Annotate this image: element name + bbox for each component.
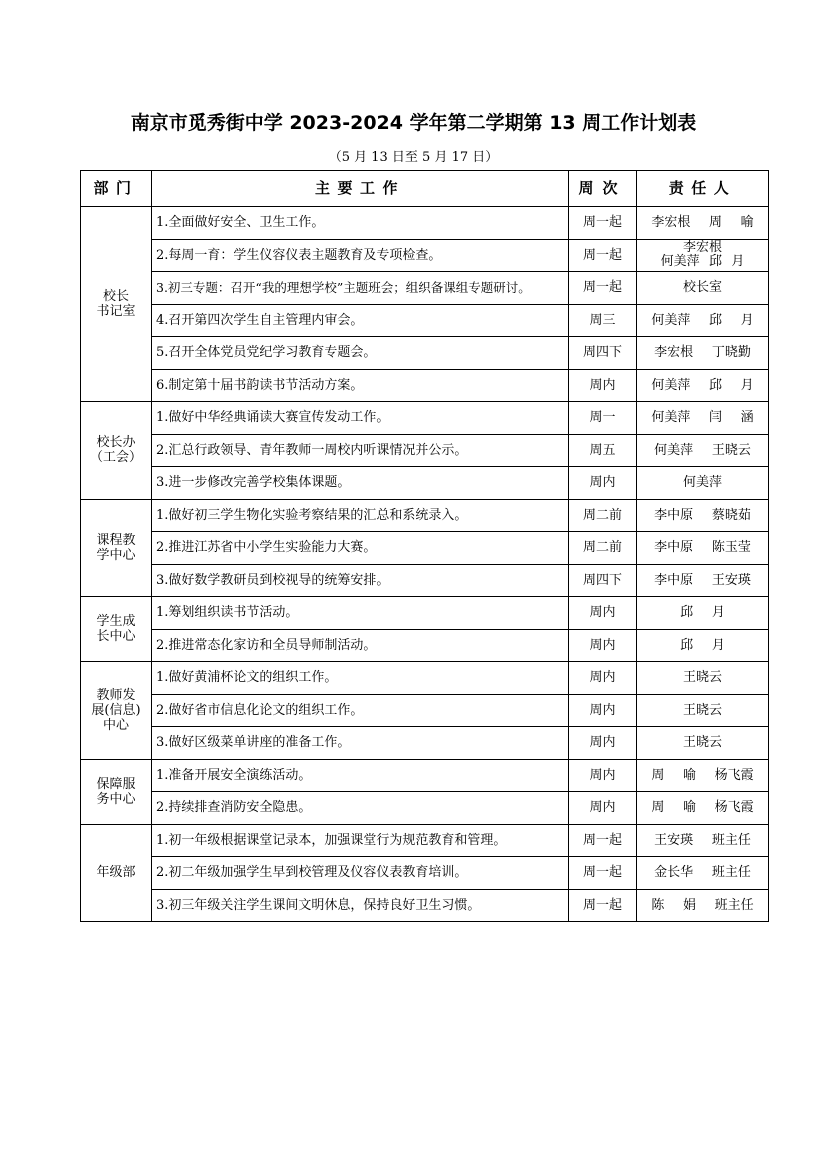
responsible-cell: 何美萍 邱 月 — [637, 304, 769, 337]
week-cell: 周四下 — [569, 337, 637, 370]
week-cell: 周一起 — [569, 889, 637, 922]
week-cell: 周五 — [569, 434, 637, 467]
responsible-cell: 李中原 陈玉莹 — [637, 532, 769, 565]
table-row — [81, 239, 769, 272]
responsible-cell: 李宏根 周 喻 — [637, 207, 769, 240]
task-cell: 3.做好区级菜单讲座的准备工作。 — [152, 727, 569, 760]
table-row — [81, 434, 769, 467]
work-plan-table — [80, 170, 769, 922]
week-cell: 周四下 — [569, 564, 637, 597]
department-cell: 教师发 展(信息) 中心 — [81, 662, 152, 760]
responsible-cell: 何美萍 邱 月 — [637, 369, 769, 402]
table-row — [81, 499, 769, 532]
department-cell: 校长办 （工会） — [81, 402, 152, 500]
task-cell: 1.做好中华经典诵读大赛宣传发动工作。 — [152, 402, 569, 435]
table-row — [81, 207, 769, 240]
header-resp: 责任人 — [637, 171, 769, 207]
task-cell: 1.做好初三学生物化实验考察结果的汇总和系统录入。 — [152, 499, 569, 532]
task-cell: 4.召开第四次学生自主管理内审会。 — [152, 304, 569, 337]
task-cell: 3.初三年级关注学生课间文明休息，保持良好卫生习惯。 — [152, 889, 569, 922]
week-cell: 周内 — [569, 694, 637, 727]
task-cell: 2.初二年级加强学生早到校管理及仪容仪表教育培训。 — [152, 857, 569, 890]
table-row — [81, 694, 769, 727]
week-cell: 周一起 — [569, 857, 637, 890]
department-cell: 年级部 — [81, 824, 152, 922]
responsible-cell: 王晓云 — [637, 694, 769, 727]
task-cell: 2.推进江苏省中小学生实验能力大赛。 — [152, 532, 569, 565]
header-week: 周次 — [569, 171, 637, 207]
responsible-cell: 何美萍 王晓云 — [637, 434, 769, 467]
responsible-cell: 王晓云 — [637, 662, 769, 695]
responsible-cell: 李宏根 丁晓勤 — [637, 337, 769, 370]
responsible-cell: 李宏根 何美萍 邱 月 — [637, 239, 769, 272]
department-cell: 校长 书记室 — [81, 207, 152, 402]
responsible-cell: 邱 月 — [637, 629, 769, 662]
header-task: 主要工作 — [152, 171, 569, 207]
table-row — [81, 467, 769, 500]
week-cell: 周内 — [569, 629, 637, 662]
responsible-cell: 陈 娟 班主任 — [637, 889, 769, 922]
table-row — [81, 792, 769, 825]
table-row — [81, 857, 769, 890]
header-dept: 部门 — [81, 171, 152, 207]
responsible-cell: 何美萍 — [637, 467, 769, 500]
table-body — [81, 207, 769, 922]
responsible-cell: 金长华 班主任 — [637, 857, 769, 890]
table-row — [81, 272, 769, 305]
task-cell: 2.汇总行政领导、青年教师一周校内听课情况并公示。 — [152, 434, 569, 467]
task-cell: 2.做好省市信息化论文的组织工作。 — [152, 694, 569, 727]
date-range-subtitle: （5 月 13 日至 5 月 17 日） — [328, 150, 499, 165]
task-cell: 1.初一年级根据课堂记录本，加强课堂行为规范教育和管理。 — [152, 824, 569, 857]
responsible-cell: 何美萍 闫 涵 — [637, 402, 769, 435]
responsible-cell: 李中原 王安瑛 — [637, 564, 769, 597]
week-cell: 周一起 — [569, 824, 637, 857]
week-cell: 周内 — [569, 759, 637, 792]
table-row — [81, 402, 769, 435]
task-cell: 2.每周一育：学生仪容仪表主题教育及专项检查。 — [152, 239, 569, 272]
week-cell: 周二前 — [569, 499, 637, 532]
department-cell: 保障服 务中心 — [81, 759, 152, 824]
responsible-cell: 校长室 — [637, 272, 769, 305]
task-cell: 2.持续排查消防安全隐患。 — [152, 792, 569, 825]
table-row — [81, 532, 769, 565]
task-cell: 3.初三专题：召开“我的理想学校”主题班会；组织备课组专题研讨。 — [152, 272, 569, 305]
table-row — [81, 304, 769, 337]
week-cell: 周一起 — [569, 272, 637, 305]
table-row — [81, 629, 769, 662]
table-row — [81, 337, 769, 370]
table-row — [81, 889, 769, 922]
department-cell: 学生成 长中心 — [81, 597, 152, 662]
responsible-cell: 王安瑛 班主任 — [637, 824, 769, 857]
task-cell: 6.制定第十届书韵读书节活动方案。 — [152, 369, 569, 402]
week-cell: 周内 — [569, 792, 637, 825]
responsible-cell: 周 喻 杨飞霞 — [637, 792, 769, 825]
task-cell: 1.准备开展安全演练活动。 — [152, 759, 569, 792]
week-cell: 周一 — [569, 402, 637, 435]
task-cell: 1.做好黄浦杯论文的组织工作。 — [152, 662, 569, 695]
week-cell: 周一起 — [569, 207, 637, 240]
task-cell: 5.召开全体党员党纪学习教育专题会。 — [152, 337, 569, 370]
table-row — [81, 369, 769, 402]
table-row — [81, 824, 769, 857]
responsible-cell: 周 喻 杨飞霞 — [637, 759, 769, 792]
week-cell: 周一起 — [569, 239, 637, 272]
week-cell: 周二前 — [569, 532, 637, 565]
week-cell: 周内 — [569, 467, 637, 500]
task-cell: 3.做好数学教研员到校视导的统筹安排。 — [152, 564, 569, 597]
week-cell: 周内 — [569, 597, 637, 630]
task-cell: 2.推进常态化家访和全员导师制活动。 — [152, 629, 569, 662]
task-cell: 1.全面做好安全、卫生工作。 — [152, 207, 569, 240]
table-row — [81, 727, 769, 760]
task-cell: 3.进一步修改完善学校集体课题。 — [152, 467, 569, 500]
week-cell: 周内 — [569, 727, 637, 760]
week-cell: 周内 — [569, 369, 637, 402]
week-cell: 周三 — [569, 304, 637, 337]
table-header-row — [81, 171, 769, 207]
department-cell: 课程教 学中心 — [81, 499, 152, 597]
table-row — [81, 662, 769, 695]
table-row — [81, 564, 769, 597]
responsible-cell: 邱 月 — [637, 597, 769, 630]
task-cell: 1.筹划组织读书节活动。 — [152, 597, 569, 630]
responsible-cell: 李中原 蔡晓茹 — [637, 499, 769, 532]
week-cell: 周内 — [569, 662, 637, 695]
table-row — [81, 597, 769, 630]
page-title: 南京市觅秀街中学 2023-2024 学年第二学期第 13 周工作计划表 — [130, 112, 697, 134]
table-row — [81, 759, 769, 792]
responsible-cell: 王晓云 — [637, 727, 769, 760]
